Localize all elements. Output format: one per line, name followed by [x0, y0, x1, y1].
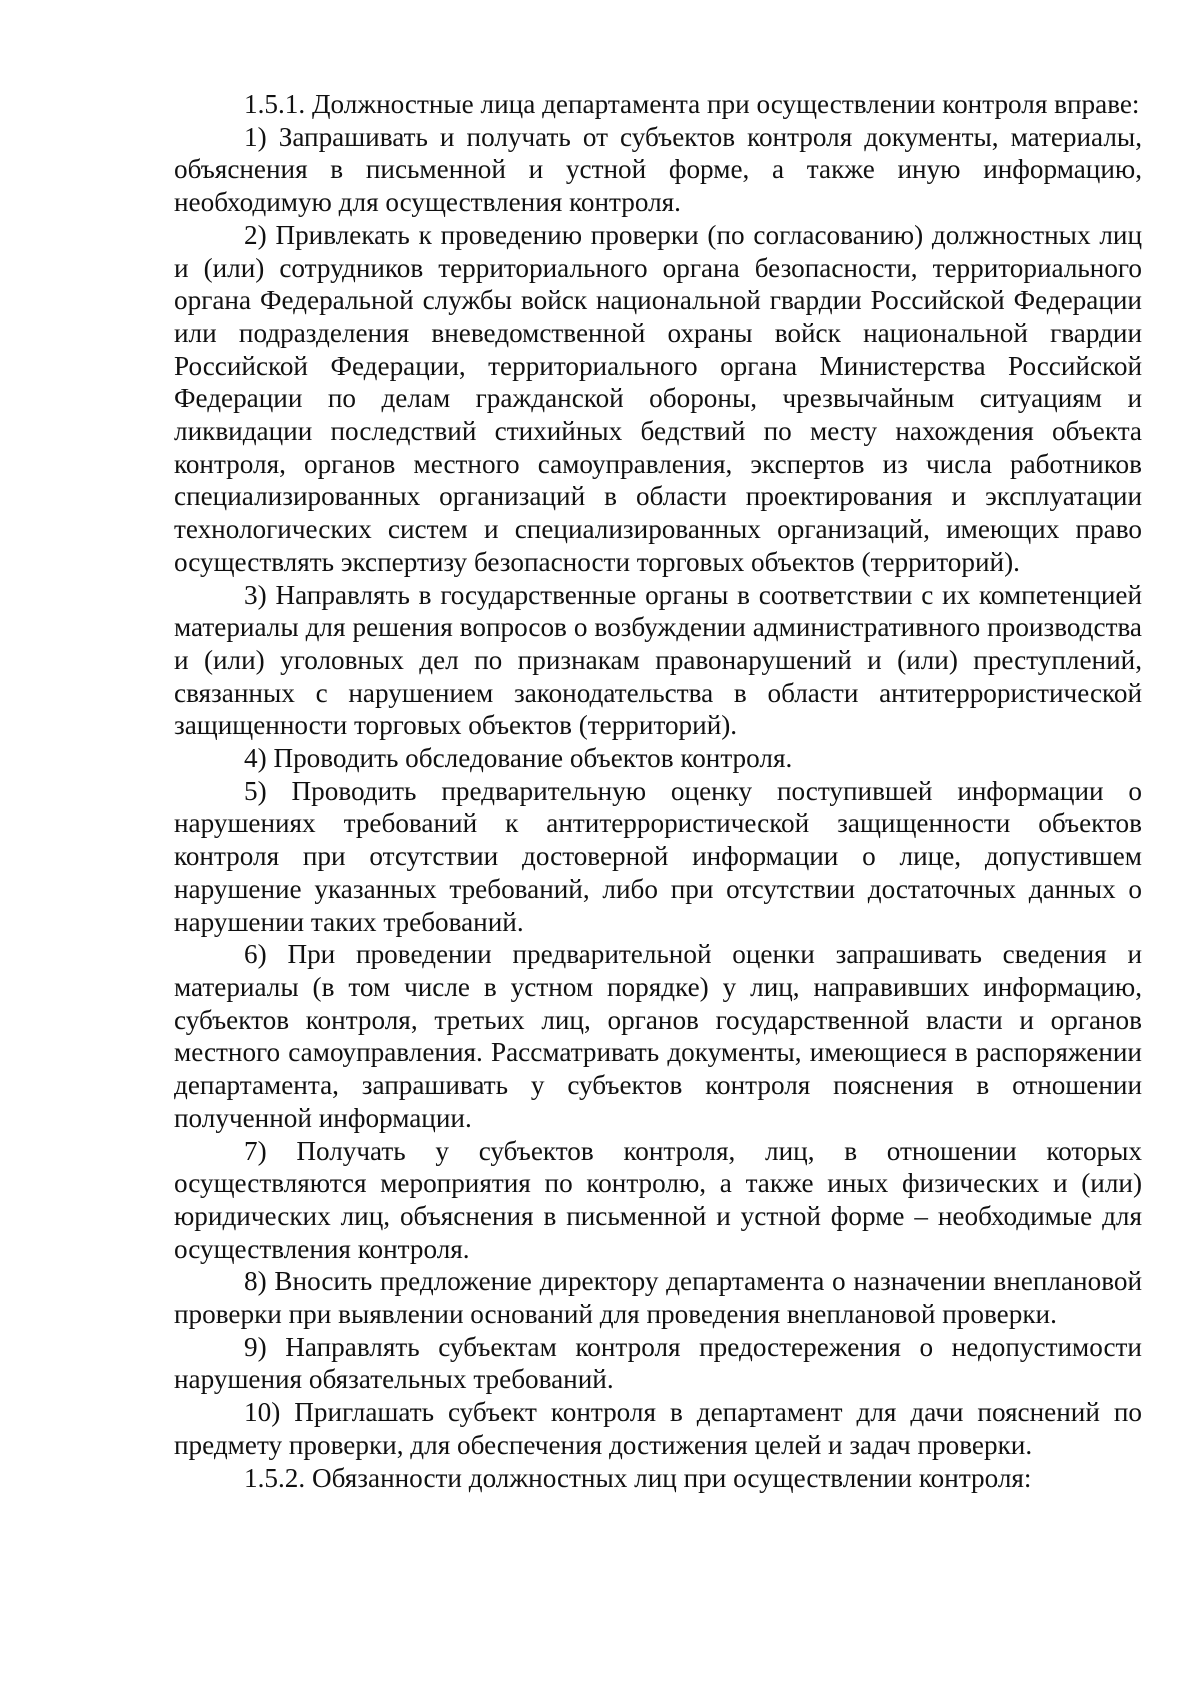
list-item-7: 7) Получать у субъектов контроля, лиц, в отношении которых осуществляются мероприятия по контролю, а также иных физических и (или) юридических лиц, объяснения в письменной и устной форме – необходимые для осуществления контроля. — [174, 1135, 1142, 1264]
list-item-1: 1) Запрашивать и получать от субъектов контроля документы, материалы, объяснения в письменной и устной форме, а также иную информацию, необходимую для осуществления контроля. — [174, 121, 1142, 218]
list-item-2: 2) Привлекать к проведению проверки (по согласованию) должностных лиц и (или) сотрудников территориального органа безопасности, территориального органа Федеральной службы войск национальной гвардии Российской Федерации или подразделения вневедомственной охраны войск национальной гвардии Российской Федерации, территориального органа Министерства Российской Федерации по делам гражданской обороны, чрезвычайным ситуациям и ликвидации последствий стихийных бедствий по месту нахождения объекта контроля, органов местного самоуправления, экспертов из числа работников специализированных организаций в области проектирования и эксплуатации технологических систем и специализированных организаций, имеющих право осуществлять экспертизу безопасности торговых объектов (территорий). — [174, 219, 1142, 577]
paragraph-1-5-1: 1.5.1. Должностные лица департамента при осуществлении контроля вправе: — [244, 89, 1140, 119]
paragraph-1-5-2: 1.5.2. Обязанности должностных лиц при осуществлении контроля: — [244, 1462, 1032, 1493]
list-item-6: 6) При проведении предварительной оценки запрашивать сведения и материалы (в том числе в устном порядке) у лиц, направивших информацию, субъектов контроля, третьих лиц, органов государственной власти и органов местного самоуправления. Рассматривать документы, имеющиеся в распоряжении департамента, запрашивать у субъектов контроля пояснения в отношении полученной информации. — [174, 939, 1142, 1133]
list-item-9: 9) Направлять субъектам контроля предостережения о недопустимости нарушения обязательных требований. — [174, 1331, 1142, 1395]
list-item-10: 10) Приглашать субъект контроля в департамент для дачи пояснений по предмету проверки, для обеспечения достижения целей и задач проверки. — [174, 1397, 1142, 1460]
list-item-4: 4) Проводить обследование объектов контроля. — [244, 743, 793, 774]
document-page — [174, 88, 1142, 1494]
list-item-3: 3) Направлять в государственные органы в соответствии с их компетенцией материалы для решения вопросов о возбуждении административного производства и (или) уголовных дел по признакам правонарушений и (или) преступлений, связанных с нарушением законодательства в области антитеррористической защищенности торговых объектов (территорий). — [174, 579, 1142, 741]
list-item-8: 8) Вносить предложение директору департамента о назначении внеплановой проверки при выявлении оснований для проведения внеплановой проверки. — [174, 1266, 1142, 1330]
list-item-5: 5) Проводить предварительную оценку поступившей информации о нарушениях требований к антитеррористической защищенности объектов контроля при отсутствии достоверной информации о лице, допустившем нарушение указанных требований, либо при отсутствии достаточных данных о нарушении таких требований. — [174, 775, 1142, 937]
